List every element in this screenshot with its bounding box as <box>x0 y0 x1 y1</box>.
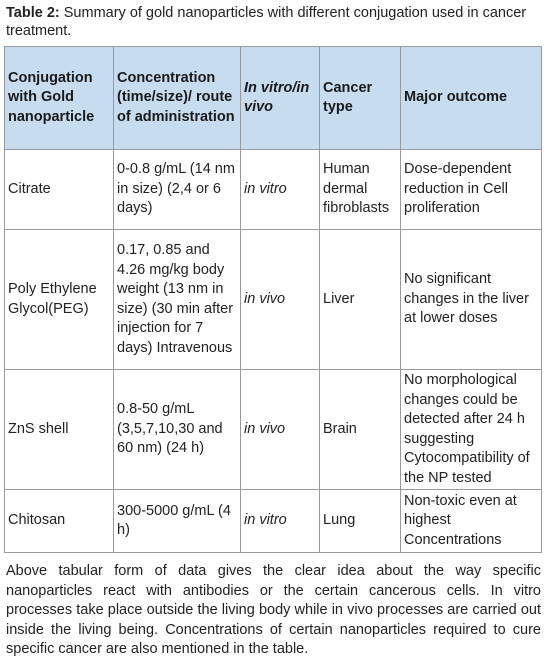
cell-major-outcome: Dose-dependent reduction in Cell proliferation <box>401 150 542 230</box>
caption-text: Summary of gold nanoparticles with different conjugation used in cancer treatment. <box>6 5 527 39</box>
cell-concentration: 0.8-50 g/mL (3,5,7,10,30 and 60 nm) (24 h) <box>114 370 241 490</box>
cell-in-vitro-in-vivo: in vitro <box>241 490 320 553</box>
table-row <box>5 370 542 490</box>
header-cancer-type: Cancer type <box>320 47 401 150</box>
cell-cancer-type: Human dermal fibroblasts <box>320 150 401 230</box>
cell-concentration: 0.17, 0.85 and 4.26 mg/kg body weight (13 nm in size) (30 min after injection for 7 days) Intravenous <box>114 230 241 370</box>
cell-major-outcome: No morphological changes could be detected after 24 h suggesting Cytocompatibility of the NP tested <box>401 370 542 490</box>
cell-major-outcome: No significant changes in the liver at lower doses <box>401 230 542 370</box>
caption-label: Table 2: <box>6 5 60 21</box>
cell-in-vitro-in-vivo: in vivo <box>241 370 320 490</box>
header-concentration: Concentration (time/size)/ route of administration <box>114 47 241 150</box>
cell-in-vitro-in-vivo: in vivo <box>241 230 320 370</box>
table-caption <box>6 4 546 40</box>
cell-conjugation: Poly Ethylene Glycol(PEG) <box>5 230 114 370</box>
cell-conjugation: ZnS shell <box>5 370 114 490</box>
cell-cancer-type: Lung <box>320 490 401 553</box>
header-major-outcome: Major outcome <box>401 47 542 150</box>
cell-major-outcome: Non-toxic even at highest Concentrations <box>401 490 542 553</box>
cell-in-vitro-in-vivo: in vitro <box>241 150 320 230</box>
table-row <box>5 490 542 553</box>
cell-concentration: 300-5000 g/mL (4 h) <box>114 490 241 553</box>
cell-conjugation: Chitosan <box>5 490 114 553</box>
cell-conjugation: Citrate <box>5 150 114 230</box>
header-conjugation: Conjugation with Gold nanoparticle <box>5 47 114 150</box>
cell-cancer-type: Brain <box>320 370 401 490</box>
cell-cancer-type: Liver <box>320 230 401 370</box>
header-in-vitro-in-vivo: In vitro/in vivo <box>241 47 320 150</box>
table-row <box>5 230 542 370</box>
body-paragraph: Above tabular form of data gives the clear idea about the way specific nanoparticles react with antibodies or the certain cancerous cells. In vitro processes take place outside the living body while in vivo processes are carried out inside the living being. Concentrations of certain nanoparticles required to cure specific cancer are also mentioned in the table. <box>6 563 541 657</box>
cell-concentration: 0-0.8 g/mL (14 nm in size) (2,4 or 6 days) <box>114 150 241 230</box>
table-row <box>5 150 542 230</box>
header-row <box>5 47 542 150</box>
summary-table <box>4 46 542 553</box>
